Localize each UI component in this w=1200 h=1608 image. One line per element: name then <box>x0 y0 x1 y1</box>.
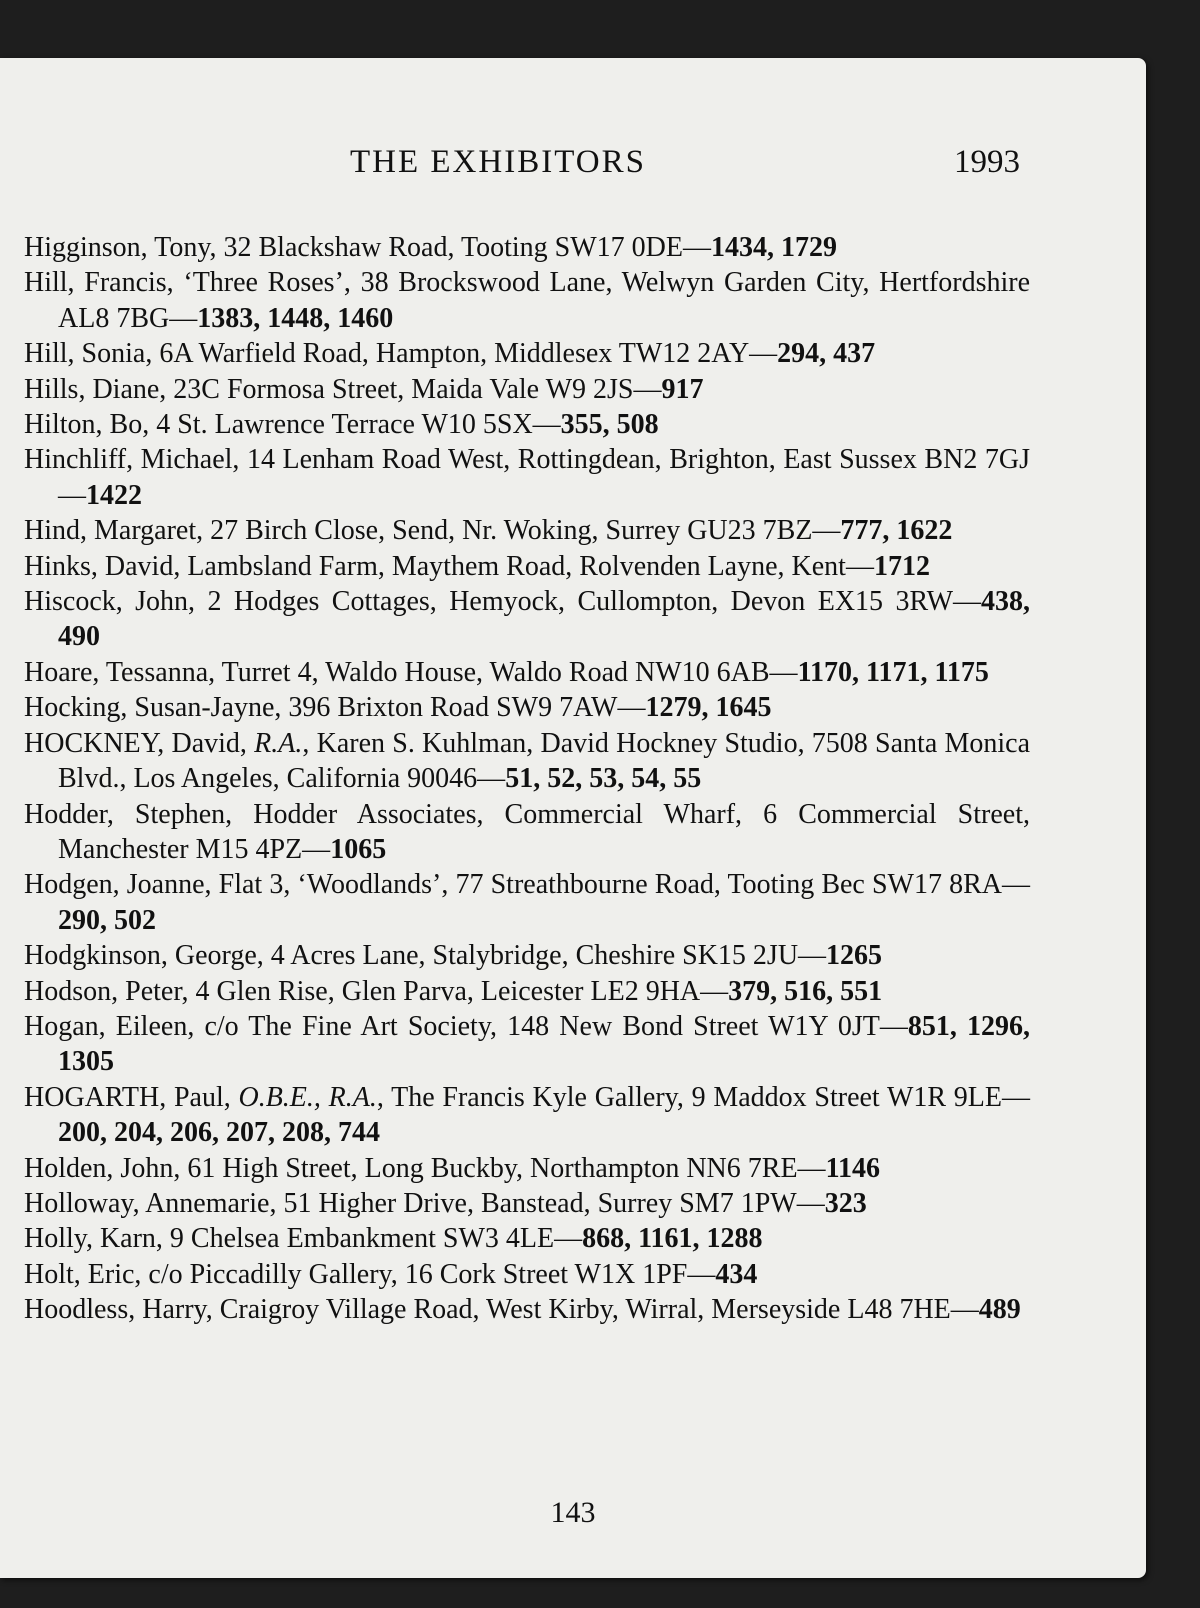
catalogue-numbers: 1712 <box>873 550 930 582</box>
entry-text: , Karen S. Kuhlman, David Hockney Studio, 7508 Santa Monica Blvd., Los Angeles, California 90046— <box>58 727 1031 795</box>
list-item <box>24 726 1030 797</box>
entry-text: Hodder, Stephen, Hodder Associates, Commercial Wharf, 6 Commercial Street, Manchester M15 4PZ— <box>24 798 1030 865</box>
list-item <box>24 230 1030 265</box>
catalogue-numbers: 290, 502 <box>58 904 156 936</box>
catalogue-numbers: 489 <box>978 1294 1021 1326</box>
entry-text: HOGARTH, Paul, <box>24 1081 239 1113</box>
entry-text: Holden, John, 61 High Street, Long Buckby, Northampton NN6 7RE— <box>24 1152 826 1184</box>
catalogue-numbers: 777, 1622 <box>840 515 953 547</box>
entry-text: Hilton, Bo, 4 St. Lawrence Terrace W10 5SX— <box>24 409 561 441</box>
entry-text: , The Francis Kyle Gallery, 9 Maddox Street W1R 9LE— <box>376 1081 1030 1113</box>
catalogue-numbers: 51, 52, 53, 54, 55 <box>505 763 702 795</box>
entry-text: Holloway, Annemarie, 51 Higher Drive, Banstead, Surrey SM7 1PW— <box>24 1187 825 1219</box>
list-item <box>24 1257 1030 1292</box>
page-title: THE EXHIBITORS <box>350 144 646 180</box>
list-item <box>24 513 1030 548</box>
list-item <box>24 1186 1030 1221</box>
entry-text: Hogan, Eileen, c/o The Fine Art Society, 148 New Bond Street W1Y 0JT— <box>24 1010 908 1042</box>
entry-text: Hill, Francis, ‘Three Roses’, 38 Brockswood Lane, Welwyn Garden City, Hertfordshire AL8 7BG— <box>24 267 1030 334</box>
exhibitor-list <box>24 230 1030 1328</box>
entry-text: Hills, Diane, 23C Formosa Street, Maida Vale W9 2JS— <box>24 373 662 405</box>
catalogue-numbers: 1265 <box>826 940 883 972</box>
catalogue-numbers: 1422 <box>86 479 142 511</box>
catalogue-numbers: 434 <box>715 1258 758 1290</box>
catalogue-numbers: 200, 204, 206, 207, 208, 744 <box>58 1117 380 1149</box>
list-item <box>24 974 1030 1009</box>
entry-text: Higginson, Tony, 32 Blackshaw Road, Tooting SW17 0DE— <box>24 232 711 263</box>
entry-text: Hill, Sonia, 6A Warfield Road, Hampton, Middlesex TW12 2AY— <box>24 338 778 370</box>
entry-text: Hinchliff, Michael, 14 Lenham Road West, Rottingdean, Brighton, East Sussex BN2 7GJ— <box>24 444 1030 511</box>
entry-text: Hocking, Susan-Jayne, 396 Brixton Road SW9 7AW— <box>24 692 646 724</box>
catalogue-numbers: 1170, 1171, 1175 <box>797 656 989 688</box>
catalogue-numbers: 438, 490 <box>58 586 1030 653</box>
catalogue-numbers: 868, 1161, 1288 <box>582 1223 763 1255</box>
book-page <box>0 58 1146 1578</box>
entry-text: HOCKNEY, David, <box>24 727 255 759</box>
list-item <box>24 336 1030 371</box>
entry-text: Hoare, Tessanna, Turret 4, Waldo House, Waldo Road NW10 6AB— <box>24 656 798 688</box>
list-item <box>24 797 1030 868</box>
entry-text: Holt, Eric, c/o Piccadilly Gallery, 16 Cork Street W1X 1PF— <box>24 1258 716 1290</box>
list-item <box>24 867 1030 938</box>
catalogue-numbers: 1279, 1645 <box>645 692 772 724</box>
catalogue-numbers: 1146 <box>825 1152 881 1184</box>
entry-text: Hind, Margaret, 27 Birch Close, Send, Nr. Woking, Surrey GU23 7BZ— <box>24 515 841 547</box>
catalogue-numbers: 917 <box>661 373 704 405</box>
list-item <box>24 584 1030 655</box>
catalogue-numbers: 294, 437 <box>777 338 876 370</box>
list-item <box>24 1009 1030 1080</box>
honours: O.B.E., R.A. <box>238 1081 377 1113</box>
list-item <box>24 1151 1030 1186</box>
list-item <box>24 1292 1030 1327</box>
catalogue-numbers: 1065 <box>330 833 387 865</box>
honours: R.A. <box>254 727 303 759</box>
catalogue-numbers: 1434, 1729 <box>710 232 837 263</box>
entry-text: Hodgen, Joanne, Flat 3, ‘Woodlands’, 77 Streathbourne Road, Tooting Bec SW17 8RA— <box>24 869 1030 901</box>
list-item <box>24 1080 1030 1151</box>
page-year: 1993 <box>954 144 1020 180</box>
catalogue-numbers: 1383, 1448, 1460 <box>197 302 394 334</box>
list-item <box>24 407 1030 442</box>
list-item <box>24 655 1030 690</box>
entry-text: Hodson, Peter, 4 Glen Rise, Glen Parva, Leicester LE2 9HA— <box>24 975 729 1007</box>
list-item <box>24 938 1030 973</box>
catalogue-numbers: 323 <box>824 1187 867 1219</box>
list-item <box>24 265 1030 336</box>
entry-text: Holly, Karn, 9 Chelsea Embankment SW3 4LE— <box>24 1223 583 1255</box>
catalogue-numbers: 851, 1296, 1305 <box>58 1010 1030 1078</box>
list-item <box>24 690 1030 725</box>
catalogue-numbers: 355, 508 <box>560 409 659 441</box>
page-header <box>0 144 1146 184</box>
entry-text: Hinks, David, Lambsland Farm, Maythem Road, Rolvenden Layne, Kent— <box>24 550 874 582</box>
list-item <box>24 442 1030 513</box>
catalogue-numbers: 379, 516, 551 <box>728 975 883 1007</box>
list-item <box>24 1221 1030 1256</box>
list-item <box>24 549 1030 584</box>
entry-text: Hiscock, John, 2 Hodges Cottages, Hemyock, Cullompton, Devon EX15 3RW— <box>24 586 981 618</box>
list-item <box>24 372 1030 407</box>
entry-text: Hoodless, Harry, Craigroy Village Road, West Kirby, Wirral, Merseyside L48 7HE— <box>24 1294 979 1326</box>
page-number: 143 <box>550 1496 596 1529</box>
entry-text: Hodgkinson, George, 4 Acres Lane, Stalybridge, Cheshire SK15 2JU— <box>24 940 827 972</box>
